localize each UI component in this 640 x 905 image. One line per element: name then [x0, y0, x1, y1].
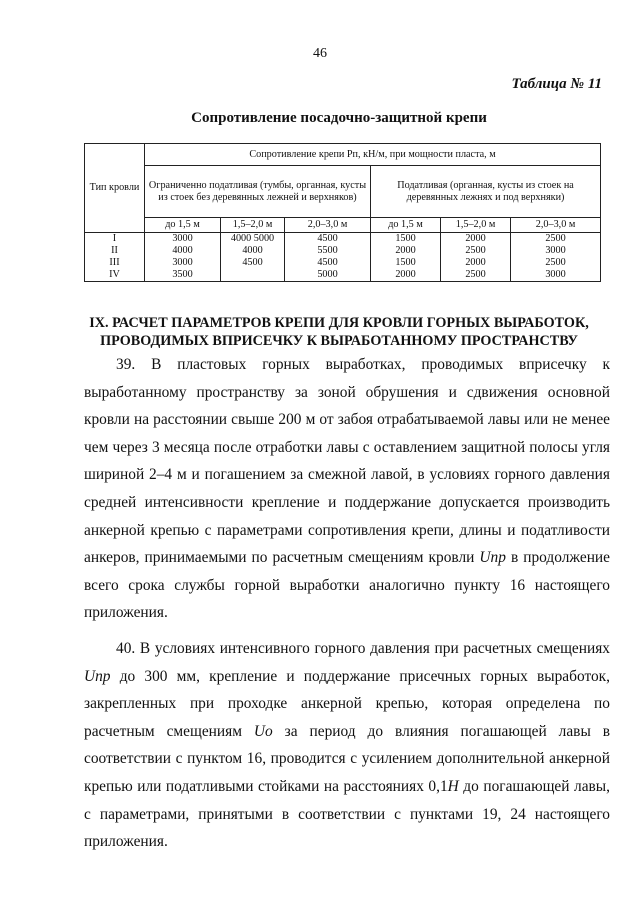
table-cell: 4000 5000	[221, 232, 285, 245]
header-thickness: до 1,5 м	[145, 218, 221, 233]
section-heading-line: ПРОВОДИМЫХ ВПРИСЕЧКУ К ВЫРАБОТАННОМУ ПРОСТРАНСТВУ	[100, 333, 578, 349]
table-cell: 4000	[145, 245, 221, 257]
paragraph-40	[84, 635, 610, 856]
roof-type-cell: I	[85, 232, 145, 245]
table-cell: 1500	[371, 257, 441, 269]
table-cell: 4500	[221, 257, 285, 269]
table-cell: 2500	[511, 232, 601, 245]
table-cell: 3000	[511, 269, 601, 282]
roof-type-cell: IV	[85, 269, 145, 282]
table-row	[85, 232, 601, 245]
table-cell: 3000	[145, 232, 221, 245]
header-thickness: 2,0–3,0 м	[511, 218, 601, 233]
paragraph-text: за период до влияния погашающей лавы в соответствии с пунктом 16, проводится с усилением дополнительной анкерной крепью или податливыми стойками на расстояниях 0,1	[84, 722, 611, 795]
roof-type-cell: II	[85, 245, 145, 257]
table-cell: 2000	[371, 245, 441, 257]
section-heading-line: IX. РАСЧЕТ ПАРАМЕТРОВ КРЕПИ ДЛЯ КРОВЛИ ГОРНЫХ ВЫРАБОТОК,	[89, 315, 589, 331]
displacement-symbol: Uпр	[479, 549, 506, 567]
paragraph-text: 39. В пластовых горных выработках, проводимых вприсечку к выработанному пространству за зоной обрушения и сдвижения основной кровли на расстоянии свыше 200 м от забоя отрабатываемой лавы или не менее чем через 3 месяца после отработки лавы с оставлением защитной полосы угля шириной 2–4 м и погашением за смежной лавой, в условиях горного давления средней интенсивности крепление и поддержание допускается производить анкерной крепью с параметрами сопротивления крепи, длины и податливости анкеров, принимаемыми по расчетным смещениям кровли	[84, 356, 610, 567]
paragraph-text: до погашающей лавы, с параметрами, принятыми в соответствии с пунктами 19, 24 настоящего приложения.	[84, 777, 610, 851]
header-thickness: 2,0–3,0 м	[285, 218, 371, 233]
table-cell: 2000	[441, 232, 511, 245]
table-cell: 4500	[285, 232, 371, 245]
header-yielding: Податливая (органная, кусты из стоек на деревянных лежнях и под верхняки)	[371, 166, 601, 218]
displacement-symbol: Uо	[253, 722, 273, 740]
table-label: Таблица № 11	[511, 76, 602, 92]
table-title: Сопротивление посадочно-защитной крепи	[191, 110, 487, 126]
header-thickness: 1,5–2,0 м	[441, 218, 511, 233]
paragraph-39	[84, 351, 610, 627]
height-symbol: H	[447, 777, 459, 795]
page-number: 46	[313, 46, 327, 61]
header-resistance: Сопротивление крепи Pп, кН/м, при мощности пласта, м	[145, 144, 601, 166]
header-thickness: до 1,5 м	[371, 218, 441, 233]
table-cell: 4000	[221, 245, 285, 257]
table-cell: 4500	[285, 257, 371, 269]
table-cell: 2500	[441, 245, 511, 257]
table-cell: 5000	[285, 269, 371, 282]
paragraph-text: 40. В условиях интенсивного горного давления при расчетных смещениях	[116, 639, 610, 657]
body-text	[84, 351, 610, 856]
table-cell: 2500	[441, 269, 511, 282]
table-cell: 1500	[371, 232, 441, 245]
table-cell: 2500	[511, 257, 601, 269]
header-thickness: 1,5–2,0 м	[221, 218, 285, 233]
table-cell: 5500	[285, 245, 371, 257]
header-limited-yielding: Ограниченно податливая (тумбы, органная, кусты из стоек без деревянных лежней и верхняков)	[145, 166, 371, 218]
section-heading	[0, 314, 640, 350]
table-row	[85, 269, 601, 282]
table-row	[85, 257, 601, 269]
table-cell	[221, 269, 285, 282]
table-cell: 3000	[145, 257, 221, 269]
table-cell: 2000	[371, 269, 441, 282]
roof-type-cell: III	[85, 257, 145, 269]
table-cell: 3000	[511, 245, 601, 257]
table-row	[85, 245, 601, 257]
header-roof-type: Тип кровли	[85, 144, 145, 233]
table-cell: 3500	[145, 269, 221, 282]
table-cell: 2000	[441, 257, 511, 269]
paragraph-text: в продолжение всего срока службы горной выработки аналогично пункту 16 настоящего приложения.	[84, 549, 610, 622]
displacement-symbol: Uпр	[84, 667, 111, 685]
support-resistance-table	[84, 143, 601, 282]
paragraph-text: до 300 мм, крепление и поддержание присечных горных выработок, закрепленных при проходке анкерной крепью, которая определена по расчетным смещениям	[84, 667, 610, 740]
